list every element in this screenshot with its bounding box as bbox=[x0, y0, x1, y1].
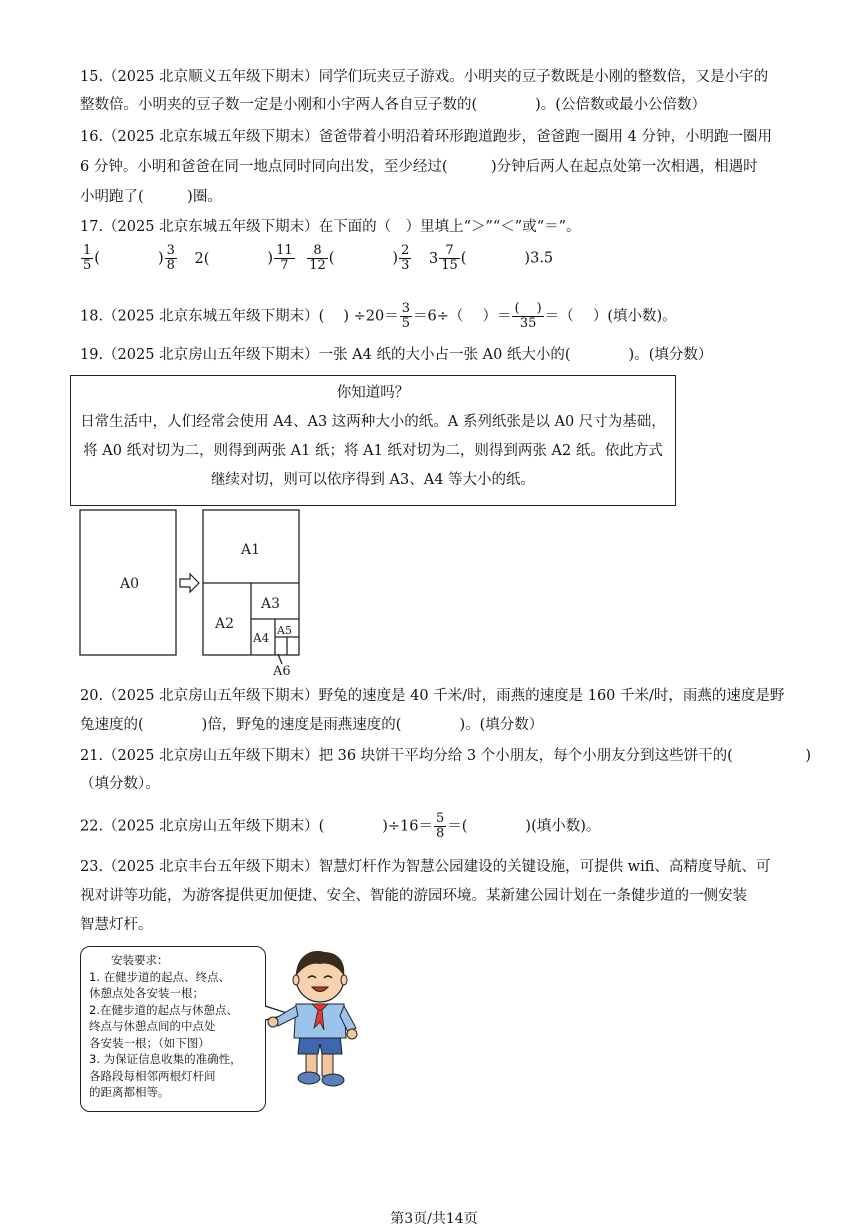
q22-line: 22.（2025 北京房山五年级下期末）( )÷16＝ $\frac{5}{8}$ ＝( )(填小数)。 bbox=[80, 811, 601, 841]
label-a5: A5 bbox=[277, 624, 292, 637]
page-number: 第3页/共14页 bbox=[390, 1211, 478, 1227]
fraction: $\frac{3}{8}$ bbox=[166, 243, 175, 273]
boy-cartoon-illustration bbox=[262, 946, 372, 1096]
q17-title: 17.（2025 北京东城五年级下期末）在下面的（ ）里填上“＞”“＜”或“＝”。 bbox=[80, 219, 581, 235]
bubble-line: 3. 为保证信息收集的准确性， bbox=[89, 1052, 242, 1066]
label-a6: A6 bbox=[273, 664, 291, 678]
fraction: $\frac{( )}{35}$ bbox=[514, 301, 542, 331]
fraction: $\frac{11}{7}$ bbox=[276, 243, 293, 273]
q15-line1: 15.（2025 北京顺义五年级下期末）同学们玩夹豆子游戏。小明夹的豆子数既是小刚的整数倍，又是小宇的 bbox=[80, 69, 769, 85]
label-a2: A2 bbox=[215, 616, 235, 632]
label-a3: A3 bbox=[261, 596, 281, 612]
fraction: $\frac{5}{8}$ bbox=[435, 811, 445, 841]
q17-items: $\frac{1}{5}$ ( ) $\frac{3}{8}$ 2( ) $\frac{11}{7}$ $\frac{8}{12}$ ( ) $\frac{2}{3}$ 3 $\frac{7}{15}$ ( )3.5 bbox=[83, 243, 554, 273]
q23-line3: 智慧灯杆。 bbox=[80, 917, 153, 933]
fraction: $\frac{1}{5}$ bbox=[83, 243, 92, 273]
arrow-right-icon bbox=[180, 574, 199, 592]
q16-line3: 小明跑了( )圈。 bbox=[80, 189, 222, 205]
info-line1: 日常生活中，人们经常会使用 A4、A3 这两种大小的纸。A 系列纸张是以 A0 尺寸为基础， bbox=[80, 414, 666, 430]
fraction: $\frac{3}{5}$ bbox=[401, 301, 410, 331]
q23-line2: 视对讲等功能，为游客提供更加便捷、安全、智能的游园环境。某新建公园计划在一条健步道的一侧安装 bbox=[80, 888, 747, 904]
q20-line1: 20.（2025 北京房山五年级下期末）野兔的速度是 40 千米/时，雨燕的速度是 160 千米/时，雨燕的速度是野 bbox=[80, 688, 785, 704]
label-a4: A4 bbox=[253, 631, 270, 645]
bubble-line: 各安装一根；（如下图） bbox=[89, 1035, 210, 1050]
info-line3: 继续对切，则可以依序得到 A3、A4 等大小的纸。 bbox=[210, 472, 536, 488]
bubble-line: 终点与休憩点间的中点处 bbox=[89, 1019, 216, 1033]
q23-line1: 23.（2025 北京丰台五年级下期末）智慧灯杆作为智慧公园建设的关键设施，可提供 wifi、高精度导航、可 bbox=[80, 859, 771, 875]
bubble-line: 2.在健步道的起点与休憩点、 bbox=[89, 1002, 238, 1017]
fraction: $\frac{7}{15}$ bbox=[441, 243, 458, 273]
q16-line2: 6 分钟。小明和爸爸在同一地点同时同向出发，至少经过( )分钟后两人在起点处第一次相遇，相遇时 bbox=[80, 159, 758, 175]
q20-line2: 兔速度的( )倍，野兔的速度是雨燕速度的( )。(填分数） bbox=[80, 717, 544, 733]
fraction: $\frac{2}{3}$ bbox=[401, 243, 410, 273]
info-line2: 将 A0 纸对切为二，则得到两张 A1 纸；将 A1 纸对切为二，则得到两张 A2 纸。依此方式 bbox=[83, 443, 663, 459]
label-a0: A0 bbox=[120, 576, 140, 592]
bubble-line: 1. 在健步道的起点、终点、 bbox=[89, 969, 231, 984]
bubble-line: 休憩点处各安装一根； bbox=[89, 986, 204, 1000]
q16-line1: 16.（2025 北京东城五年级下期末）爸爸带着小明沿着环形跑道跑步，爸爸跑一圈用 4 分钟，小明跑一圈用 bbox=[80, 129, 773, 145]
bubble-line: 的距离都相等。 bbox=[89, 1085, 170, 1099]
bubble-head: 安装要求： bbox=[111, 953, 169, 967]
q18-line: 18.（2025 北京东城五年级下期末）( ) ÷20＝ $\frac{3}{5}$ ＝6÷（ ）＝ $\frac{( )}{35}$ ＝（ ）(填小数)。 bbox=[80, 301, 677, 331]
fraction: $\frac{8}{12}$ bbox=[309, 243, 326, 273]
label-a1: A1 bbox=[241, 542, 261, 558]
q15-line2: 整数倍。小明夹的豆子数一定是小刚和小宇两人各自豆子数的( )。(公倍数或最小公倍数） bbox=[80, 97, 706, 113]
info-title: 你知道吗？ bbox=[336, 385, 410, 401]
bubble-line: 各路段每相邻两根灯杆间 bbox=[89, 1068, 216, 1083]
q21-line2: （填分数）。 bbox=[80, 776, 160, 792]
q19-line: 19.（2025 北京房山五年级下期末）一张 A4 纸的大小占一张 A0 纸大小的( )。(填分数） bbox=[80, 347, 713, 363]
q21-line1: 21.（2025 北京房山五年级下期末）把 36 块饼干平均分给 3 个小朋友，每个小朋友分到这些饼干的( ) bbox=[80, 748, 811, 764]
install-requirements-bubble bbox=[80, 946, 266, 1112]
paper-size-diagram bbox=[78, 508, 308, 678]
info-box bbox=[70, 375, 676, 506]
